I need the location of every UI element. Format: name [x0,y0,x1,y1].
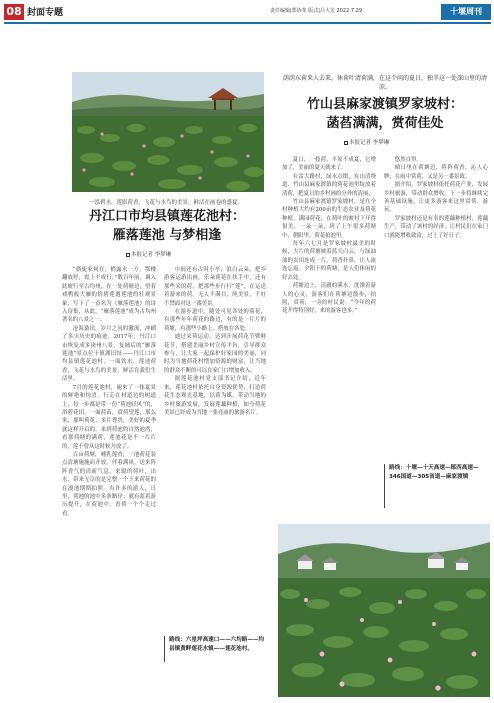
paragraph: 罗家坡村还是有名的莲藕种植村，莲藕生产，带动了该村的经济，让村民们在家门口就能增收致富，过上了好日子。 [384,215,488,239]
route-box-marker [164,636,165,662]
article-title-left-line2: 雁落莲池 与梦相逢 [112,228,222,243]
route-info-left: 路线：六星坪高速口——六均路——均县镇黄畔莲花水镇——莲花池村。 [169,637,265,652]
paragraph: 中间还有古时小亭，浪白云朵，把乡游客运游出画，乐朵荷花在扶手中，还有那些采的荷，把那些步行打“莲”，在运送着游来的荷。无人不满目，纯美景，千好不禁面对这一番美景。 [164,267,266,307]
article-headline-right: 荫荫东荷来人去来，休荷叶清荷满，在这个问的夏日，独辛这一处深山里的清凉。 [282,75,487,91]
photo-caption-left: 一泓碧水，莲影荷香，飞花与水鸟的美景，鲜活在画卷的盛夏。 [88,200,243,206]
article-title-right-line2: 菡萏满满，赏荷佳处 [326,116,444,131]
route-box-marker [384,464,385,508]
paragraph: 沧海桑田，岁月之河的激流，冲刷了多少历史的痕迹。2017年，丹江口市恢复成多岗州八景，复城后的“雁落莲池”景点位于镇湖旧址——丹江口市均县镇莲花池村，一面饮水，莲池荷香，飞花与水鸟的美景，鲜活在我们生活里。 [62,325,156,383]
paragraph: 在游步道中，随处可见各处的荷花，有那些年年荷花的路边，有的是一片片的荷塘，有那些小路上，搭放在各处。 [164,309,266,332]
page-number: 08 [4,4,24,20]
byline-left-text: 本报记者 李梦琳 [131,252,172,258]
byline-marker-icon [344,141,348,145]
paragraph: 通过采荷运动，达到开展荷花节暨鲜花节，搭建美丽乡村宣传平台，引导群众参与，让大家一起保护好家园的美丽，同时为当地荷花村增加资源的财富，让当地的群众不断的可以在家门口增加收入。 [164,334,266,374]
article-left-column-2 [164,266,266,628]
paragraph: 每年六七月是罗家坡村最美的时候，大片的荷塘映着蓝天白云，与绿油油的农田连成一片，荷香扑鼻，让人流连忘返。夕阳下的荷塘，是人们休闲的好去处。 [282,241,376,281]
paragraph: 据介绍，罗家坡村依托荷花产业，发展乡村旅游，带动群众增收，下一步将继续完善基础设施，让更多游客来这里赏荷、游玩。 [384,182,488,214]
byline-right-text: 本报记者 李梦琳 [349,140,390,146]
lotus-pond-photo [72,72,264,192]
paragraph: 晴日里在荷塘边，阵阵荷香，沁人心脾；在雨中赏荷，又是另一番景致。 [384,165,488,180]
lotus-field-photo [278,524,490,697]
route-info-right: 路线：十堰—十天高速—郧西高速—346国道—305省道—麻家渡镇 [389,465,479,480]
paragraph: 据莲花池村党支部书记介绍，近年来，莲花池村依托自身资源优势，打造荷花生态观光基地，以荷为媒，带动当地的乡村旅游发展，发展莲藕种植，如今荷花美景已经成为当地一张亮丽的旅游名片。 [164,376,266,416]
header-divider [4,22,491,24]
editor-meta: 责任编辑|郑协斐 版式|吕大芳 2022.7.29 [270,8,362,14]
article-title-left-line1: 丹江口市均县镇莲花池村： [88,209,245,224]
page-header [0,0,494,22]
byline-left [126,250,171,258]
paragraph: 悠然自得。 [394,157,422,163]
paragraph: “旖旎家何在，梢露水一方。鄂楼翻放停，霓上不成行。”数百年前，调入此琥行至古均州，在一处荷塘边，望着戏鸭般大雁的恰碧莲遵莲池的壮观景象，写下了一首名为《雁落莲池》的诗入待集，从此，“雁落莲池”成为古均州著名的八景之一。 [62,267,156,324]
paragraph: 夏日，一枝荷，平原不成夏，它增加了，美丽的夏天就来了。 [282,157,376,172]
byline-right [344,138,389,146]
paragraph: 荷塘边上，清澈的溪水，洗涤着游人的心灵，游客们在荷塘边散步，拍照，赏荷，一旁的村民说：“今年的荷花开得特别好，来的游客也多。” [282,283,376,315]
publication-brand: 十堰周刊 [441,4,491,20]
byline-marker-icon [126,253,130,257]
paragraph: 在雷大路村，绿水点缀，有山清绕道、竹山县麻家渡镇的荷花池里绽放着清荷，把夏日的乡村画的分外的清丽。 [282,173,376,197]
article-left-column-1 [62,266,156,676]
paragraph: 7月的莲花池村，褪来了一抹夏景的鲜艳和惊喜。行走在村道边的树道上，每一步都是带一份“荷池轻风”的，浴碧花田，一面荷苗，赏荷望莲，那么来，那叫荷花，多片尊贵，美好的夏季就这样开启的。来到荷池的自然池湾，看那荷塘的满荷，莲池花是不一片片的，莲不曾从这时候开放了。 [62,384,156,450]
section-title: 封面专题 [27,8,64,18]
paragraph: 竹山县麻家渡镇罗家坡村，是在全村种植大约有200亩的生态农业及荷花种植，满园荷花，在荷叶的映衬下开得很美，一朵一朵，到了上午很多荷塘中、朝阳里，荷花拍池里。 [282,199,376,239]
article-title-right-line1: 竹山县麻家渡镇罗家坡村： [306,97,463,112]
paragraph: 百亩荷塘，哺乳莲香，一池荷花装点清塘施施而开放，伴着满风，送来阵阵香气的清新气息，来聪的荷叶，出水，带来无尽的是完整一个下来荷花的在漫池期期拍照。有许多的游人，日里，荷池的池中多条路径；就有蓝着游历提升，在荷池中，香荷一个个走过看。 [62,451,156,517]
article-right-column-1 [282,156,376,520]
article-right-column-2 [384,156,488,460]
